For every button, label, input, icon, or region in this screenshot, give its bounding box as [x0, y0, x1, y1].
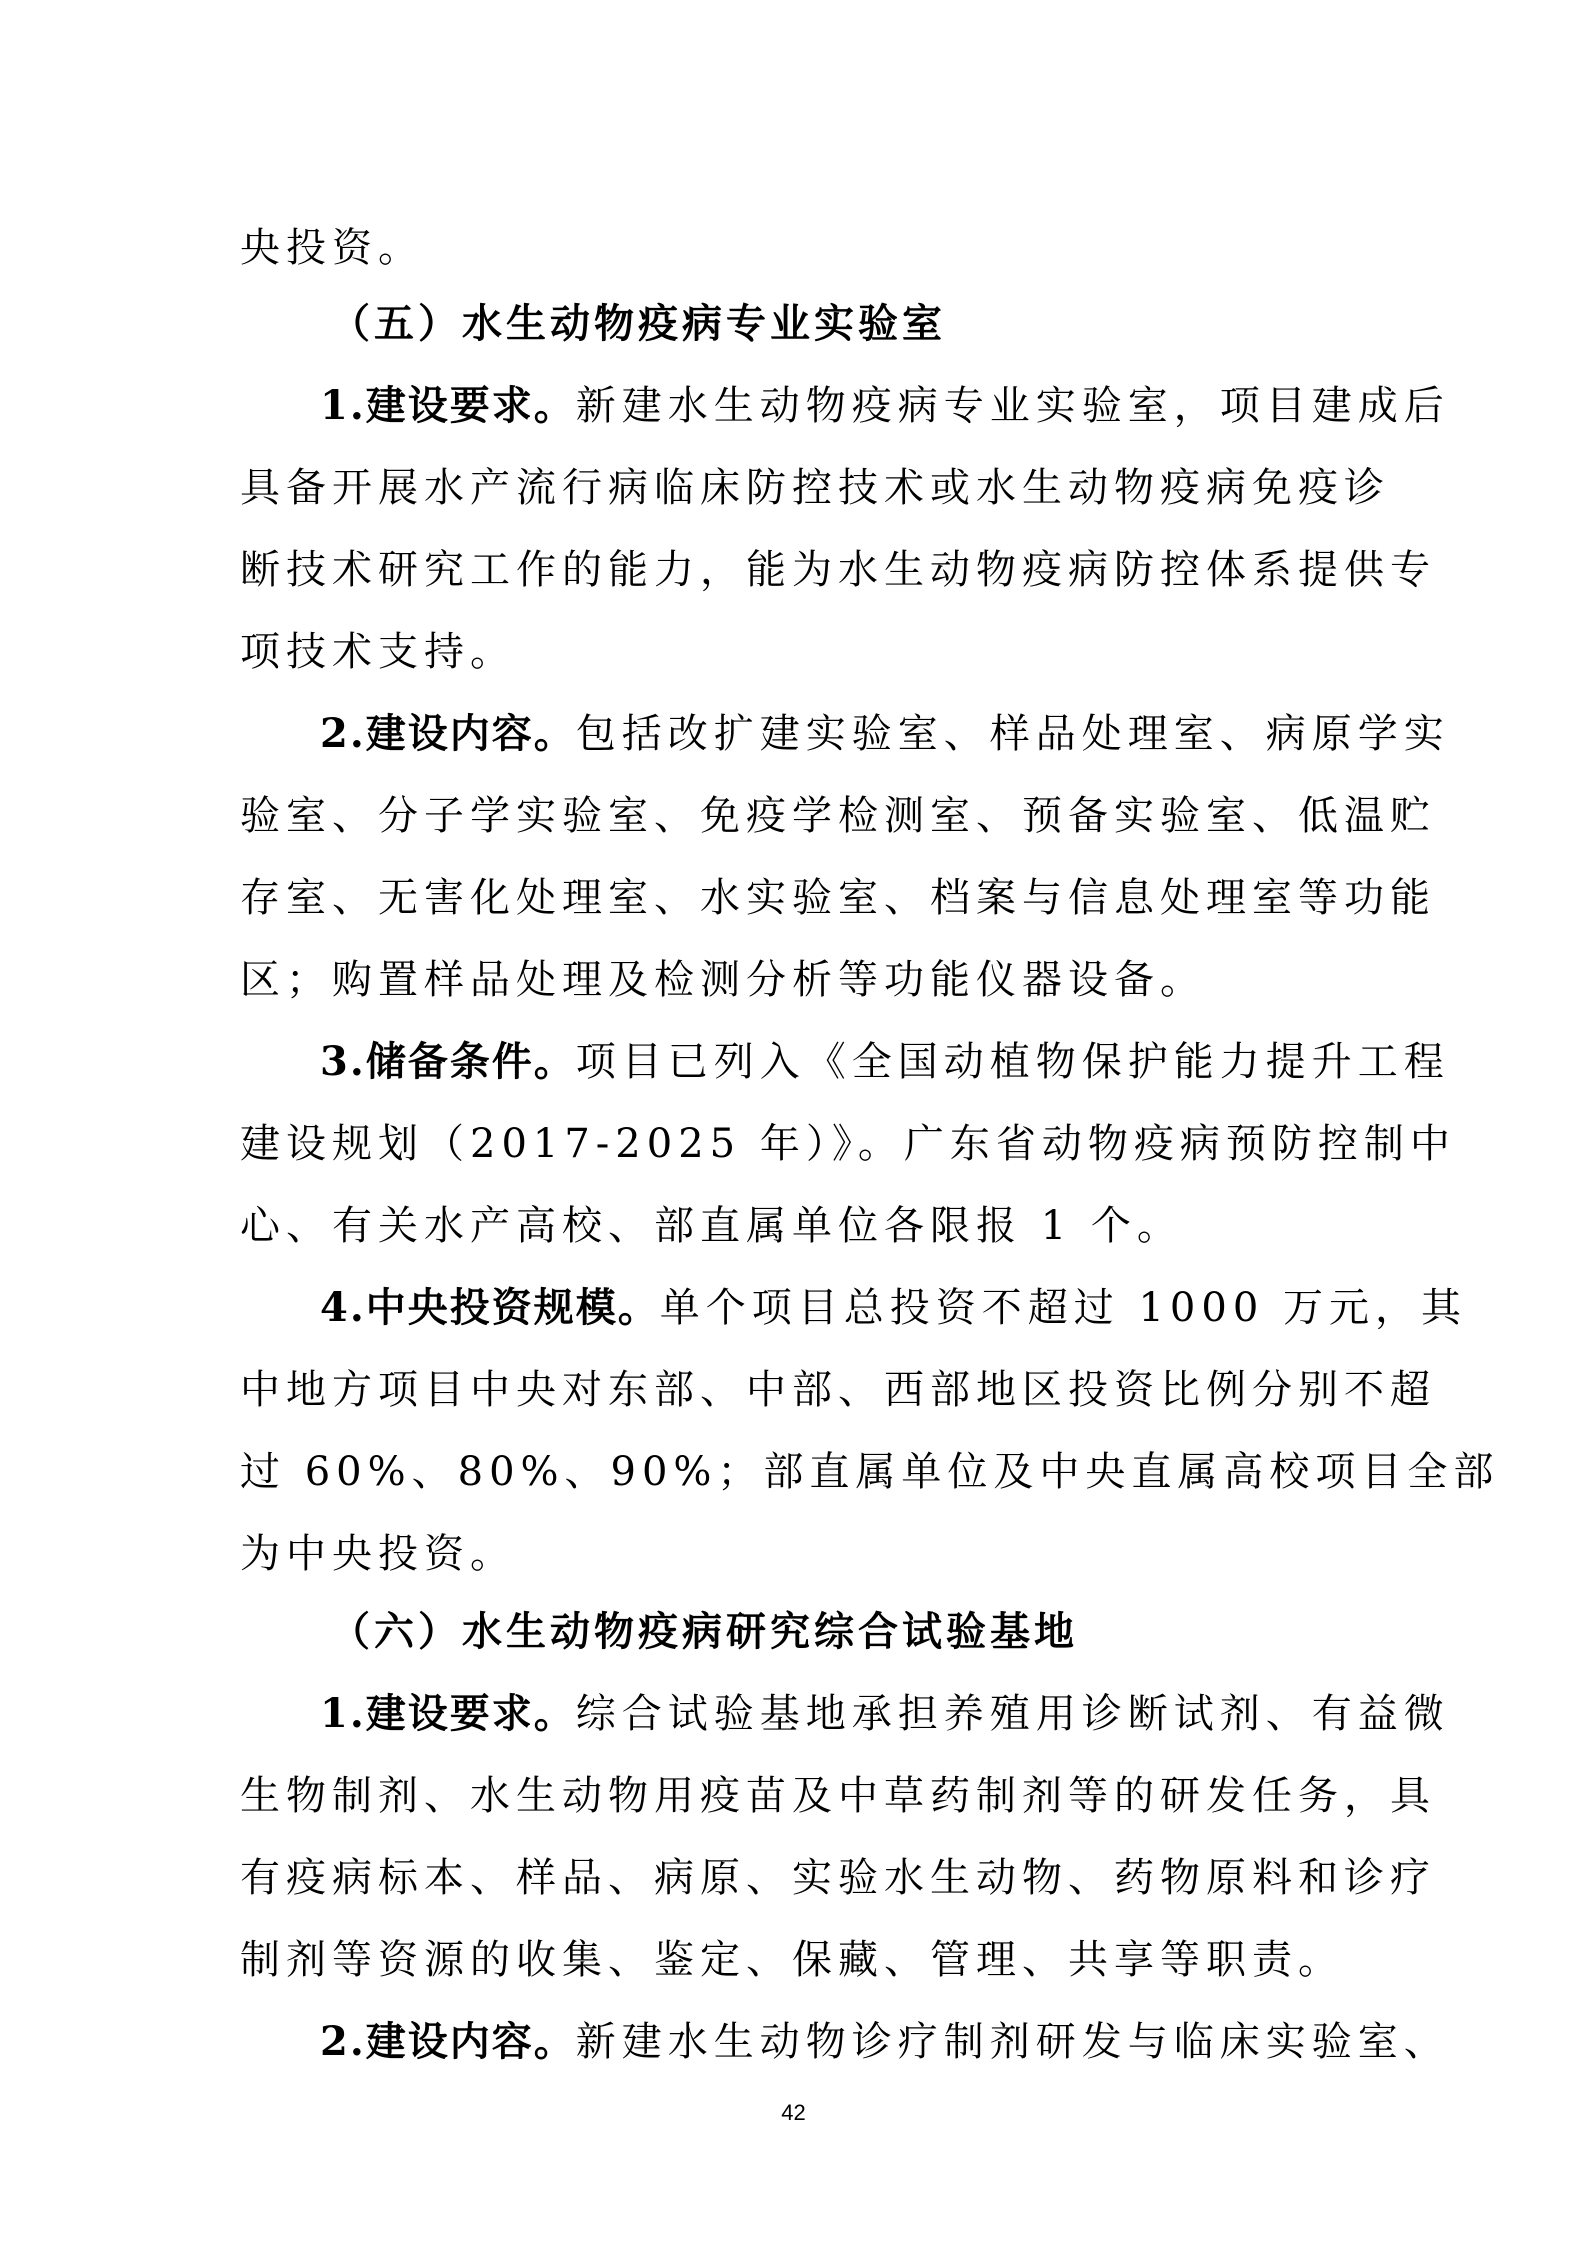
page-number: 42 [781, 2100, 806, 2125]
paragraph-lead: 1.建设要求。 [320, 382, 576, 429]
paragraph-line: 验室、分子学实验室、免疫学检测室、预备实验室、低温贮 [240, 793, 1436, 839]
paragraph-line: 建设规划（2017-2025 年）》。广东省动物疫病预防控制中 [240, 1121, 1456, 1167]
paragraph-text: 综合试验基地承担养殖用诊断试剂、有益微 [575, 1691, 1450, 1737]
paragraph-line: 区；购置样品处理及检测分析等功能仪器设备。 [240, 957, 1206, 1003]
paragraph-line [320, 1280, 1467, 1336]
paragraph-line: 中地方项目中央对东部、中部、西部地区投资比例分别不超 [240, 1367, 1436, 1413]
paragraph-lead: 1.建设要求。 [320, 1690, 576, 1737]
paragraph-text: 新建水生动物疫病专业实验室，项目建成后 [575, 383, 1450, 429]
paragraph-line: 央投资。 [240, 225, 424, 271]
paragraph-line: 生物制剂、水生动物用疫苗及中草药制剂等的研发任务，具 [240, 1773, 1436, 1819]
paragraph-text: 项目已列入《全国动植物保护能力提升工程 [575, 1039, 1450, 1085]
paragraph-line: 心、有关水产高校、部直属单位各限报 1 个。 [240, 1203, 1183, 1249]
paragraph-line: 为中央投资。 [240, 1531, 516, 1577]
paragraph-line [320, 1686, 1450, 1742]
paragraph-lead: 4.中央投资规模。 [320, 1284, 660, 1331]
paragraph-line: 具备开展水产流行病临床防控技术或水生动物疫病免疫诊 [240, 465, 1390, 511]
section-heading-5: （五）水生动物疫病专业实验室 [330, 300, 946, 347]
paragraph-lead: 2.建设内容。 [320, 710, 576, 757]
paragraph-lead: 3.储备条件。 [320, 1038, 576, 1085]
paragraph-line [320, 378, 1450, 434]
paragraph-line: 制剂等资源的收集、鉴定、保藏、管理、共享等职责。 [240, 1937, 1344, 1983]
paragraph-line: 项技术支持。 [240, 629, 516, 675]
paragraph-text: 新建水生动物诊疗制剂研发与临床实验室、 [575, 2019, 1450, 2065]
paragraph-line: 过 60%、80%、90%；部直属单位及中央直属高校项目全部 [240, 1449, 1500, 1495]
paragraph-line: 有疫病标本、样品、病原、实验水生动物、药物原料和诊疗 [240, 1855, 1436, 1901]
paragraph-line: 断技术研究工作的能力，能为水生动物疫病防控体系提供专 [240, 547, 1436, 593]
paragraph-line: 存室、无害化处理室、水实验室、档案与信息处理室等功能 [240, 875, 1436, 921]
paragraph-line [320, 2014, 1450, 2070]
paragraph-line [320, 1034, 1450, 1090]
section-heading-6: （六）水生动物疫病研究综合试验基地 [330, 1608, 1078, 1655]
paragraph-text: 单个项目总投资不超过 1000 万元，其 [659, 1285, 1467, 1331]
paragraph-line [320, 706, 1450, 762]
paragraph-text: 包括改扩建实验室、样品处理室、病原学实 [575, 711, 1450, 757]
paragraph-lead: 2.建设内容。 [320, 2018, 576, 2065]
